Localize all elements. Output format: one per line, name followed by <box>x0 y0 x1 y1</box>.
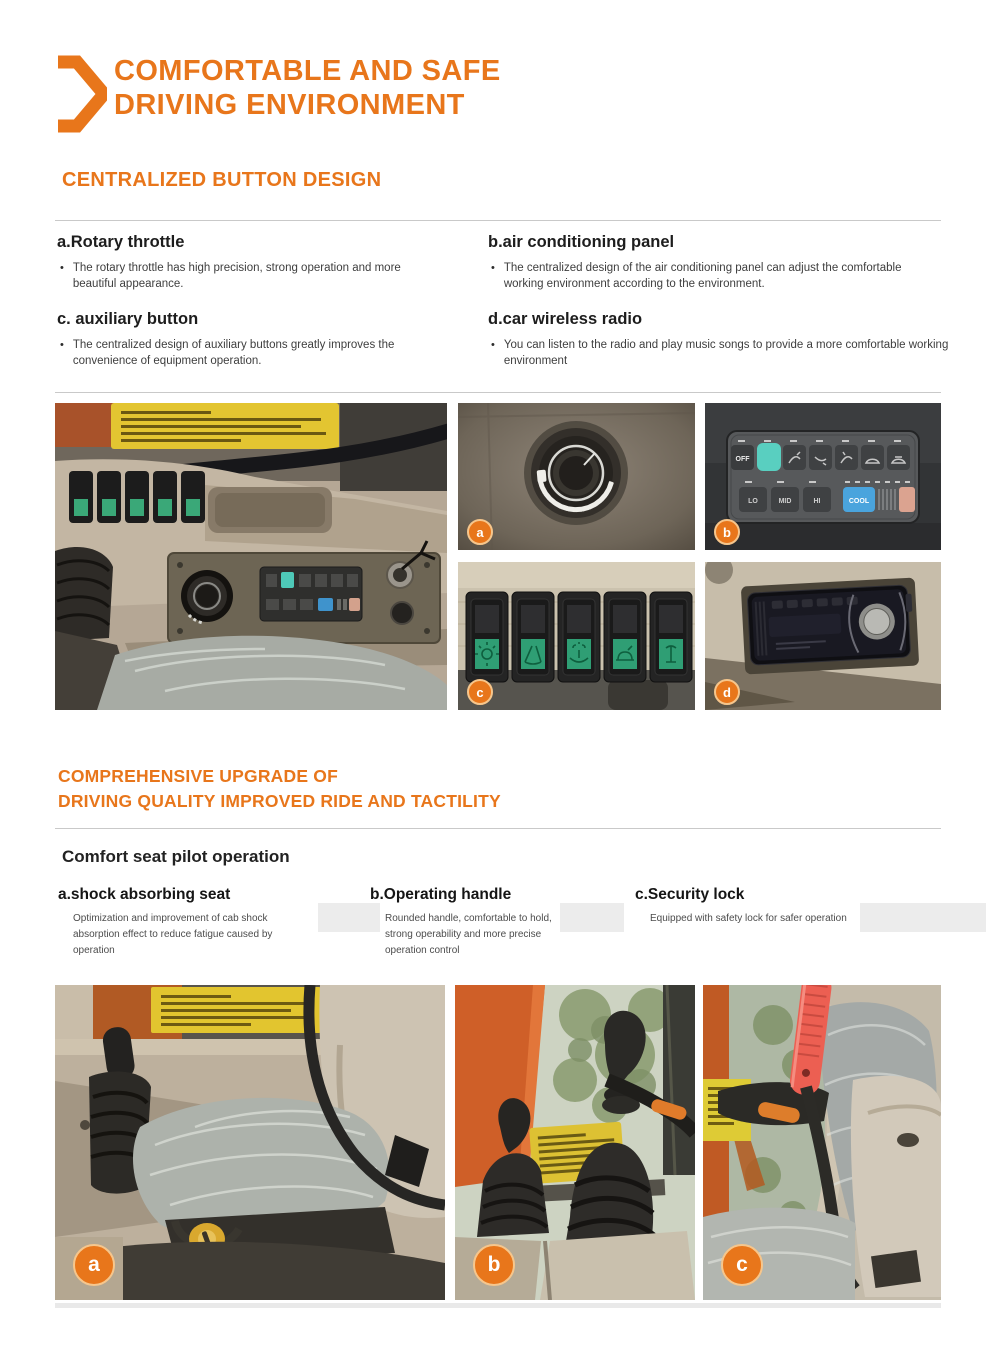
feature-air-conditioning <box>488 233 962 293</box>
feature-desc: Optimization and improvement of cab shock absorption effect to reduce fatigue caused by operation <box>73 913 273 956</box>
bottom-divider <box>55 1303 941 1308</box>
section2-heading-line1: COMPREHENSIVE UPGRADE OF <box>58 766 338 786</box>
photo-badge: b <box>714 519 740 545</box>
feature-desc: • The centralized design of the air conditioning panel can adjust the comfortable working environment according to the environment. <box>488 260 939 293</box>
photo-security-lock <box>703 985 941 1300</box>
photo-ac-panel <box>705 403 941 550</box>
feature-security-lock <box>635 886 895 927</box>
photo-shock-absorbing-seat <box>55 985 445 1300</box>
section1-features <box>57 233 962 369</box>
switch-group <box>466 592 692 682</box>
photo-badge: b <box>473 1244 515 1286</box>
svg-text:MID: MID <box>778 498 792 505</box>
feature-desc: Rounded handle, comfortable to hold, strong operability and more precise operation control <box>385 913 552 956</box>
section2-heading-line2: DRIVING QUALITY IMPROVED RIDE AND TACTILITY <box>58 791 501 811</box>
photo-car-radio <box>705 562 941 710</box>
photo-cab-console <box>55 403 447 710</box>
warm-button <box>899 487 915 512</box>
page-title-line1: COMFORTABLE AND SAFE <box>114 55 501 87</box>
feature-shock-absorbing-seat <box>58 886 308 959</box>
feature-title: a.shock absorbing seat <box>58 886 231 903</box>
ac-on-button <box>757 443 781 471</box>
section2-subheading: Comfort seat pilot operation <box>62 847 290 866</box>
feature-title: a.Rotary throttle <box>57 233 185 251</box>
feature-desc: • The rotary throttle has high precision, strong operation and more beautiful appearance. <box>57 260 428 293</box>
photo-badge: c <box>721 1244 763 1286</box>
svg-text:LO: LO <box>748 498 758 505</box>
feature-title: c. auxiliary button <box>57 309 199 328</box>
chevron-right-icon <box>55 55 107 138</box>
divider <box>55 828 941 829</box>
svg-text:OFF: OFF <box>735 456 750 463</box>
feature-title: b.air conditioning panel <box>488 233 675 251</box>
page-title-line2: DRIVING ENVIRONMENT <box>114 89 465 121</box>
rocker-switch-row <box>69 471 205 523</box>
feature-desc: Equipped with safety lock for safer operation <box>650 913 847 924</box>
divider <box>55 392 941 393</box>
feature-title: b.Operating handle <box>370 886 512 903</box>
photo-badge: d <box>714 679 740 705</box>
vent-mode-buttons <box>783 445 858 470</box>
photo-auxiliary-switches <box>458 562 695 710</box>
feature-auxiliary-button <box>57 310 488 370</box>
feature-title: d.car wireless radio <box>488 309 643 328</box>
photo-rotary-throttle <box>458 403 695 550</box>
feature-rotary-throttle <box>57 233 488 293</box>
section1-heading: CENTRALIZED BUTTON DESIGN <box>62 169 382 191</box>
feature-desc: • The centralized design of auxiliary buttons greatly improves the convenience of equipment operation. <box>57 337 422 370</box>
photo-badge: a <box>467 519 493 545</box>
radio-unit <box>741 578 919 675</box>
photo-operating-handle <box>455 985 695 1300</box>
feature-title: c.Security lock <box>635 886 745 903</box>
photo-badge: a <box>73 1244 115 1286</box>
section2-heading <box>58 764 501 814</box>
divider <box>55 220 941 221</box>
page-title <box>114 54 501 122</box>
photo-badge: c <box>467 679 493 705</box>
svg-text:COOL: COOL <box>848 498 870 505</box>
feature-desc: • You can listen to the radio and play music songs to provide a more comfortable working environment <box>488 337 962 370</box>
feature-operating-handle <box>370 886 600 959</box>
svg-text:HI: HI <box>813 498 821 505</box>
feature-wireless-radio <box>488 310 962 370</box>
